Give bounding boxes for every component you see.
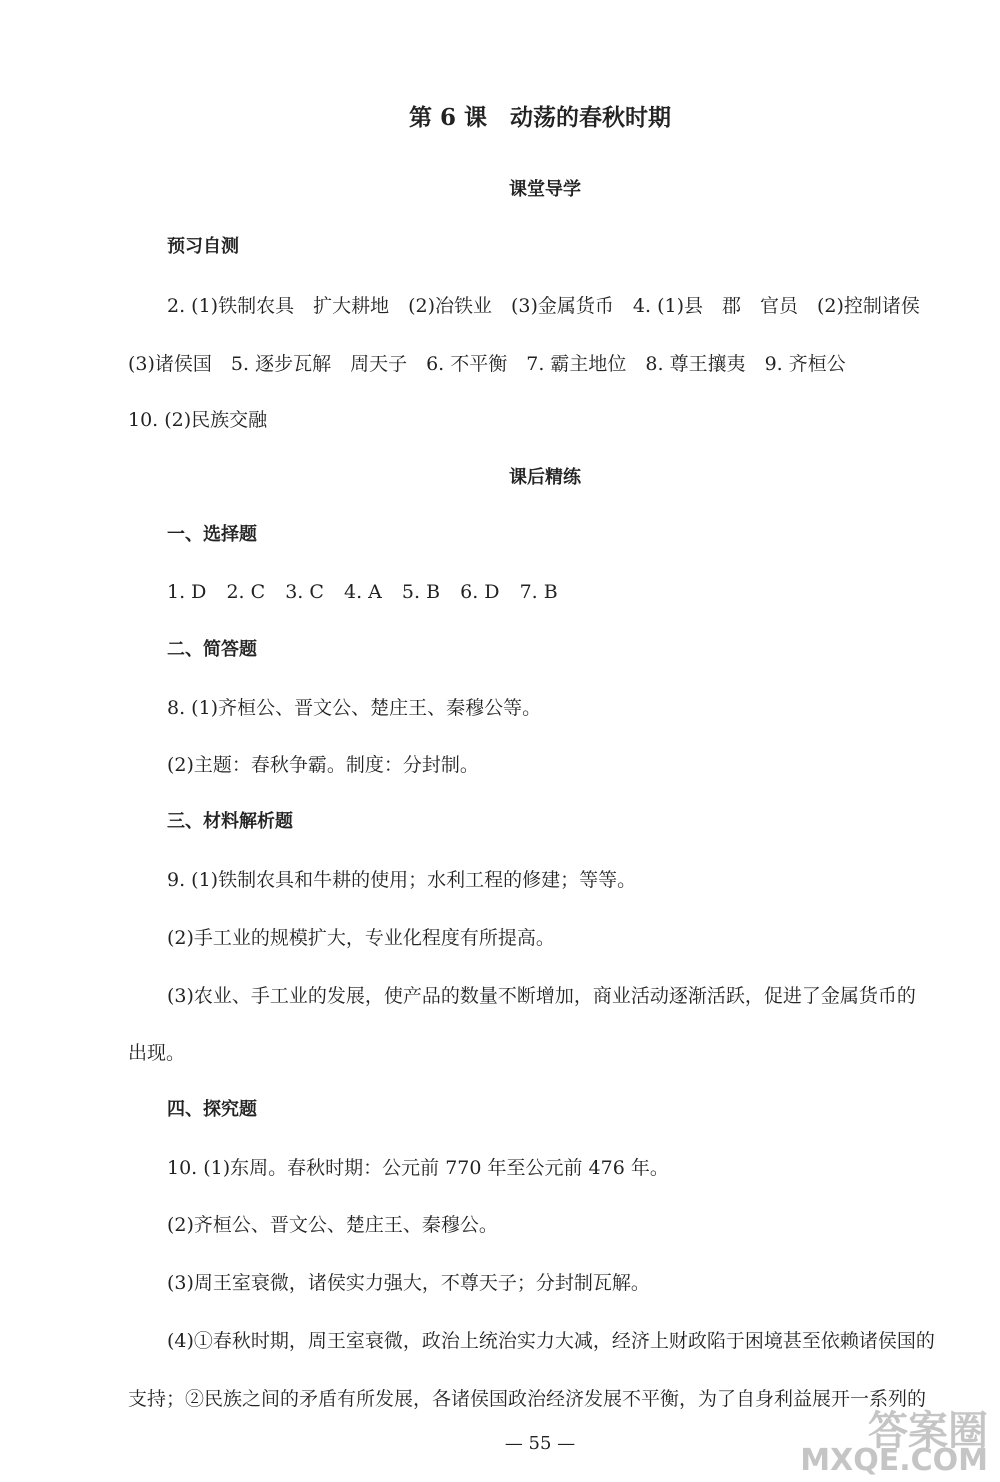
watermark-top: 答案圈 [868, 1408, 988, 1454]
q10-part4-line1: (4)①春秋时期，周王室衰微，政治上统治实力大减，经济上财政陷于困境甚至依赖诸侯国的 [167, 1330, 935, 1352]
choice-answers [0, 578, 1000, 606]
choice-answer: 5. B [401, 581, 441, 603]
q9-part3-line1: (3)农业、手工业的发展，使产品的数量不断增加，商业活动逐渐活跃，促进了金属货币的 [167, 985, 916, 1007]
choice-answer: 6. D [460, 581, 500, 603]
answer-line-1: 2. (1)铁制农具 扩大耕地 (2)冶铁业 (3)金属货币 4. (1)县 郡 官员 (2)控制诸侯 [167, 295, 920, 317]
answer-line-2: (3)诸侯国 5. 逐步瓦解 周天子 6. 不平衡 7. 霸主地位 8. 尊王攘夷 9. 齐桓公 [128, 353, 846, 375]
choice-answer: 4. A [343, 581, 382, 603]
answer-line-3: 10. (2)民族交融 [128, 409, 268, 431]
q10-part1: 10. (1)东周。春秋时期：公元前 770 年至公元前 476 年。 [167, 1157, 669, 1179]
watermark-logo [800, 1408, 988, 1478]
choice-answer: 7. B [519, 581, 558, 603]
section-heading-guide: 课堂导学 [509, 179, 581, 200]
q9-part1: 9. (1)铁制农具和牛耕的使用；水利工程的修建；等等。 [167, 869, 637, 891]
q8-part1: 8. (1)齐桓公、晋文公、楚庄王、秦穆公等。 [167, 697, 542, 719]
subsection-preview-test: 预习自测 [167, 236, 239, 257]
q10-part4-line2: 支持；②民族之间的矛盾有所发展，各诸侯国政治经济发展不平衡，为了自身利益展开一系列的 [128, 1388, 927, 1410]
choice-answer: 3. C [285, 581, 324, 603]
explore-title: 四、探究题 [167, 1099, 257, 1120]
q9-part2: (2)手工业的规模扩大，专业化程度有所提高。 [167, 927, 555, 949]
material-analysis-title: 三、材料解析题 [167, 811, 293, 832]
section-heading-practice: 课后精练 [509, 467, 581, 488]
q9-part3-line2: 出现。 [128, 1042, 186, 1064]
q10-part2: (2)齐桓公、晋文公、楚庄王、秦穆公。 [167, 1214, 498, 1236]
watermark-bottom: MXQE.COM [800, 1443, 988, 1478]
q10-part3: (3)周王室衰微，诸侯实力强大，不尊天子；分封制瓦解。 [167, 1272, 650, 1294]
choice-answer: 1. D [167, 581, 207, 603]
lesson-title: 第 6 课 动荡的春秋时期 [408, 104, 672, 131]
q8-part2: (2)主题：春秋争霸。制度：分封制。 [167, 754, 479, 776]
page-number: — 55 — [504, 1433, 576, 1454]
choice-title: 一、选择题 [167, 524, 257, 545]
choice-answer: 2. C [226, 581, 266, 603]
short-answer-title: 二、简答题 [167, 639, 257, 660]
